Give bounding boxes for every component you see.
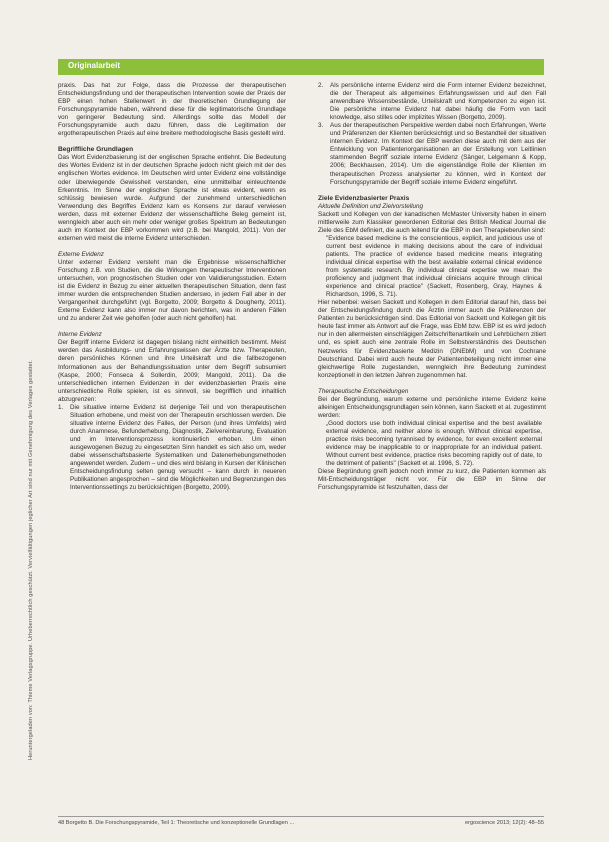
intro-paragraph: praxis. Das hat zur Folge, dass die Prozesse der therapeutischen Entscheidungsfindung und der therapeutischen Intervention sowie der Praxis der EBP einen hohen Stellenwert in der theoretischen Grundlegung der Forschungspyramide haben, während diese für die legitimatorische Grundlage von geringerer Bedeutung sind. Allerdings sollte das Modell der Forschungspyramide auch dazu führen, dass die Legitimation der ergotherapeutischen Praxis auf eine breitere methodologische Basis gestellt wird. bbox=[58, 82, 286, 138]
section-paragraph: Das Wort Evidenzbasierung ist der englischen Sprache entlehnt. Die Bedeutung des Wortes Evidenz ist in der deutschen Sprache jedoch nicht gleich mit der des englischen Wortes evidence. Im Deutschen wird unter Evidenz eine vollständige oder überwiegende Gewissheit verstanden, eine unmittelbar einleuchtende Erkenntnis. Im Sinne der englischen Sprache ist etwas evident, wenn es schlüssig bewiesen wurde. Aufgrund der zunehmend unterschiedlichen Verwendung des Begriffes Evidenz kam es Konsens zur darauf verwiesen werden, dass mit externer Evidenz der wissenschaftliche Beleg gemeint ist, wenngleich aber auch ein mehr oder weniger großes Spektrum an Bedeutungen auch im Kontext der EBP vorkommen wird (z.B. bei Mangold, 2011). Von der externen wird meist die interne Evidenz unterschieden. bbox=[58, 154, 286, 242]
closing-paragraph: Diese Begründung greift jedoch noch immer zu kurz, die Patienten kommen als Mit-Entscheidungsträger nicht vor. Für die EBP im Sinne der Forschungspyramide ist festzuhalten, dass der bbox=[318, 468, 546, 492]
footer-journal: ergoscience 2013; 12(2): 48–55 bbox=[465, 820, 544, 826]
interne-evidenz-paragraph: Der Begriff interne Evidenz ist dagegen bislang nicht einheitlich bestimmt. Meist werden das Ausbildungs- und Erfahrungswissen der Ärzte bzw. Therapeuten, deren persönliches Können und ihre Urteilskraft und die fallbezogenen Informationen aus der Behandlungssituation unter dem Begriff subsumiert (Kaspe, 2000; Fonseca & Sollerdin, 2009; Mangold, 2011). Da die unterschiedlichen internen Evidenzen in der evidenzbasierten Praxis eine unterschiedliche Rolle spielen, ist es sinnvoll, sie begrifflich und inhaltlich abzugrenzen: bbox=[58, 339, 286, 403]
list-item-text: Aus der therapeutischen Perspektive werden dabei noch Erfahrungen, Werte und Präferenzen der Klienten berücksichtigt und so Bestandteil der situativen internen Evidenz. Im Kontext der EBP werden diese auch mit dem aus der Entwicklung von Patientenorganisationen an der Erstellung von Leitlinien stammenden Begriff soziale interne Evidenz (Sänger, Lelgemann & Kopp, 2006; Beckhausen, 2014). Um die eigenständige Rolle der Klienten im therapeutischen Prozess analysierter zu können, wird in Kontext der Forschungspyramide der Begriff soziale interne Evidenz eingeführt. bbox=[330, 122, 546, 186]
after-quote-paragraph: Hier nebenbei: weisen Sackett und Kollegen in dem Editorial darauf hin, dass bei der Entscheidungsfindung durch die Ärztin immer auch die Präferenzen der Patienten zu berücksichtigen sind. Das Editorial von Sackett und Kollegen gilt bis heute fast immer als Antwort auf die Frage, was EbM bzw. EBP ist es wird jedoch nur in den allermeisten einschlägigen Zeitschriftenartikeln und Lehrbüchern zitiert und, es spielt auch eine zentrale Rolle im Selbstverständnis des Deutschen Netzwerks für Evidenzbasierte Medizin (DNEbM) und von Cochrane Deutschland. Dabei wird auch heute der Patientenbeteiligung nicht immer eine gleichwertige Rolle zugestanden, wenngleich ihre Bedeutung zumindest konzeptionell in den letzten Jahren zugenommen hat. bbox=[318, 299, 546, 379]
subsection-title-externe-evidenz: Externe Evidenz bbox=[58, 250, 104, 258]
list-item-text: Als persönliche interne Evidenz wird die Form interner Evidenz bezeichnet, die der Therapeut als allgemeines Erfahrungswissen und auf den Fall anwendbare Wissensbestände, Urteilskraft und Kompetenzen zu eigen ist. Die persönliche interne Evidenz hat dabei häufig die Form von tacit knowledge, also stilles oder implizites Wissen (Borgetto, 2009). bbox=[330, 82, 546, 122]
block-quote: „Good doctors use both individual clinical expertise and the best available external evidence, and neither alone is enough. Without clinical expertise, practice risks becoming tyrannised by evidence, for even excellent external evidence may be inapplicable to or inappropriate for an individual patient. Without current best evidence, practice risks becoming rapidly out of date, to the detriment of patients" (Sackett et al. 1996, S. 72). bbox=[326, 419, 542, 468]
list-item bbox=[318, 122, 546, 186]
block-quote: "Evidence based medicine is the conscientious, explicit, and judicious use of current best evidence in making decisions about the care of individual patients. The practice of evidence based medicine means integrating individual clinical expertise with the best available external clinical evidence from systematic research. By individual clinical expertise we mean the proficiency and judgment that individual clinicians acquire through clinical experience and clinical practice" (Sackett, Rosenberg, Gray, Haynes & Richardson, 1996, S. 71). bbox=[326, 234, 542, 299]
section-title-begriffliche-grundlagen: Begriffliche Grundlagen bbox=[58, 146, 134, 154]
section-header-label: Originalarbeit bbox=[68, 61, 121, 70]
externe-evidenz-paragraph: Unter externer Evidenz versteht man die Ergebnisse wissenschaftlicher Forschung z.B. von Studien, die die Wirkungen therapeutischer Interventionen untersuchen, von prognostischen Studien oder von Validierungsstudien. Extern ist die Evidenz in Bezug zu einer aktuellen therapeutischen Situation, denn fast immer wurden die entsprechenden Studien anderswo, in jedem Fall aber in der Vergangenheit durchgeführt (vgl. Borgetto, 2009; Borgetto & Dougherty, 2011). Externe Evidenz kann also immer nur davon berichten, was in anderen Fällen und zu anderer Zeit wie geholfen (oder auch nicht geholfen) hat. bbox=[58, 258, 286, 323]
right-column bbox=[318, 82, 546, 492]
list-item bbox=[318, 82, 546, 122]
footer-citation: 48 Borgetto B. Die Forschungspyramide, Teil 1: Theoretische und konzeptionelle Grundlagen ... bbox=[58, 820, 295, 826]
subsection-title-definition: Aktuelle Definition und Zielvorstellung bbox=[318, 202, 424, 210]
list-item bbox=[58, 404, 286, 493]
page-footer bbox=[58, 816, 544, 829]
list-item-number: 1. bbox=[58, 403, 64, 411]
section-title-ziele: Ziele Evidenzbasierter Praxis bbox=[318, 194, 410, 202]
list-item-text: Die situative interne Evidenz ist derjenige Teil und von therapeutischen Situation erhobene, und meist von der Therapeutin erschlossen werden. Die situative interne Evidenz des Falles, der Person (und ihres Umfelds) wird durch Anamnese, Befunderhebung, Diagnostik, Zielvereinbarung, Evaluation und im Interventionsprozess kontinuierlich erhoben. Um einen ausgewogenen Bezug zu eingesetzten Sinn handelt es sich also um, weder dabei wissenschaftsbasierte Systematiken und Datenerhebungsmethoden angewendet werden. Zudem – und dies wird bislang in Kursen der Klinischen Entscheidungsfindung selten genug versucht – kann durch in neueren Publikationen angesprochen – sind die Möglichkeiten und Begrenzungen des Interventionssettings zu berücksichtigen (Borgetto, 2009). bbox=[70, 403, 286, 492]
list-item-number: 2. bbox=[318, 82, 324, 89]
definition-paragraph: Sackett und Kollegen von der kanadischen McMaster University haben in einem mittlerweile zum Klassiker gewordenen Editorial des British Medical Journal die Ziele des EbM definiert, die auch leitend für die EBP in den Therapieberufen sind: bbox=[318, 210, 546, 234]
subsection-title-interne-evidenz: Interne Evidenz bbox=[58, 331, 102, 339]
entscheidungen-paragraph: Bei der Begründung, warum externe und persönliche interne Evidenz keine alleinigen Entscheidungsgrundlagen sein können, kann Sackett et al. zugestimmt werden: bbox=[318, 395, 546, 419]
left-column bbox=[58, 82, 286, 492]
copyright-side-note: Heruntergeladen von: Thieme Verlagsgruppe. Urheberrechtlich geschützt. Vervielfältigungen jeglicher Art sind nur mit Genehmigung des Verlages gestattet. bbox=[28, 359, 34, 760]
section-header-band bbox=[58, 59, 544, 75]
subsection-title-entscheidungen: Therapeutische Entscheidungen bbox=[318, 387, 409, 395]
list-item-number: 3. bbox=[318, 122, 324, 130]
